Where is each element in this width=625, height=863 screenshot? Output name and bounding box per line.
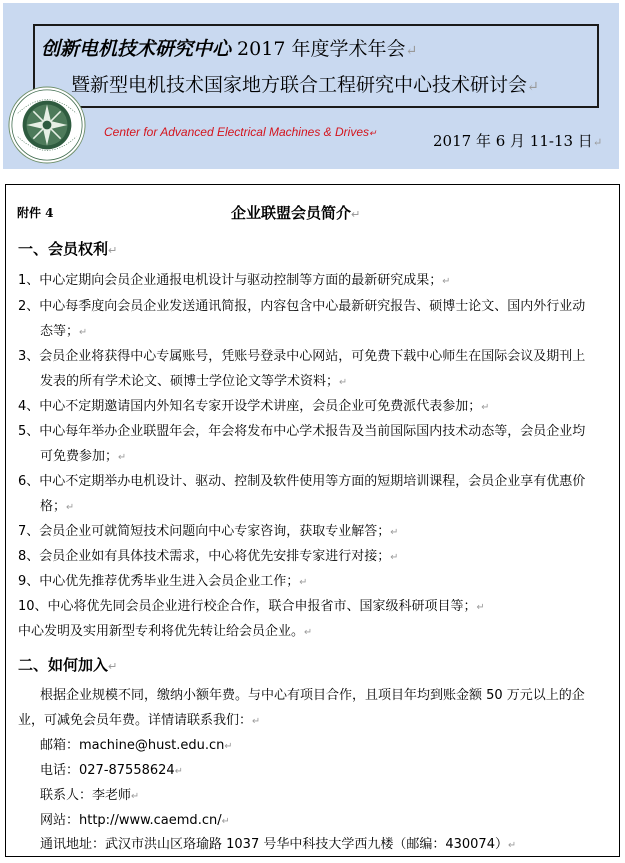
list-item: 8、会员企业如有具体技术需求，中心将优先安排专家进行对接；↵ [18, 549, 399, 564]
section-heading-how-to-join: 二、如何加入↵ [18, 656, 118, 674]
contact-person: 联系人：李老师↵ [40, 788, 140, 803]
attachment-label: 附件 4 [17, 206, 54, 220]
contact-email: 邮箱：machine@hust.edu.cn↵ [40, 738, 233, 753]
contact-website: 网站：http://www.caemd.cn/↵ [40, 813, 230, 828]
list-item: 3、会员企业将获得中心专属账号，凭账号登录中心网站，可免费下载中心师生在国际会议及期刊上 [18, 349, 586, 364]
list-item: 10、中心将优先同会员企业进行校企合作，联合申报省市、国家级科研项目等；↵ [18, 599, 485, 614]
list-item-continuation: 态等；↵ [40, 324, 88, 339]
list-item: 7、会员企业可就简短技术问题向中心专家咨询，获取专业解答；↵ [18, 524, 399, 539]
list-item: 6、中心不定期举办电机设计、驱动、控制及软件使用等方面的短期培训课程，会员企业享有优惠价 [18, 474, 586, 489]
join-paragraph: 根据企业规模不同，缴纳小额年费。与中心有项目合作，且项目年均到账金额 50 万元以上的企 [40, 688, 585, 703]
conference-title: 创新电机技术研究中心 2017 年度学术年会↵ [41, 38, 418, 60]
english-center-name: Center for Advanced Electrical Machines & Drives↵ [104, 125, 377, 139]
join-paragraph-continuation: 业，可减免会员年费。详情请联系我们：↵ [18, 713, 261, 728]
list-item: 中心发明及实用新型专利将优先转让给会员企业。↵ [18, 624, 313, 639]
list-item: 4、中心不定期邀请国内外知名专家开设学术讲座，会员企业可免费派代表参加；↵ [18, 399, 490, 414]
conference-year-title: 2017 年度学术年会 [231, 38, 406, 60]
circular-seal-logo-icon [8, 86, 86, 164]
list-item: 2、中心每季度向会员企业发送通讯简报，内容包含中心最新研究报告、硕博士论文、国内外行业动 [18, 299, 586, 314]
list-item-continuation: 格；↵ [40, 499, 75, 514]
list-item: 5、中心每年举办企业联盟年会，年会将发布中心学术报告及当前国际国内技术动态等，会员企业均 [18, 424, 586, 439]
attachment-document [5, 184, 620, 857]
section-heading-member-rights: 一、会员权利↵ [18, 240, 118, 258]
list-item: 1、中心定期向会员企业通报电机设计与驱动控制等方面的最新研究成果；↵ [18, 273, 451, 288]
document-title: 企业联盟会员简介↵ [231, 204, 361, 222]
list-item-continuation: 可免费参加；↵ [40, 449, 127, 464]
conference-header [3, 3, 619, 169]
list-item-continuation: 发表的所有学术论文、硕博士学位论文等学术资料；↵ [40, 374, 348, 389]
conference-title-box [33, 24, 599, 108]
contact-address: 通讯地址：武汉市洪山区珞瑜路 1037 号华中科技大学西九楼（邮编：430074）↵ [40, 837, 517, 852]
center-name: 创新电机技术研究中心 [41, 38, 232, 60]
contact-phone: 电话：027-87558624↵ [40, 763, 183, 778]
conference-subtitle: 暨新型电机技术国家地方联合工程研究中心技术研讨会↵ [71, 74, 539, 96]
list-item: 9、中心优先推荐优秀毕业生进入会员企业工作；↵ [18, 574, 308, 589]
conference-date: 2017 年 6 月 11-13 日↵ [433, 132, 603, 150]
